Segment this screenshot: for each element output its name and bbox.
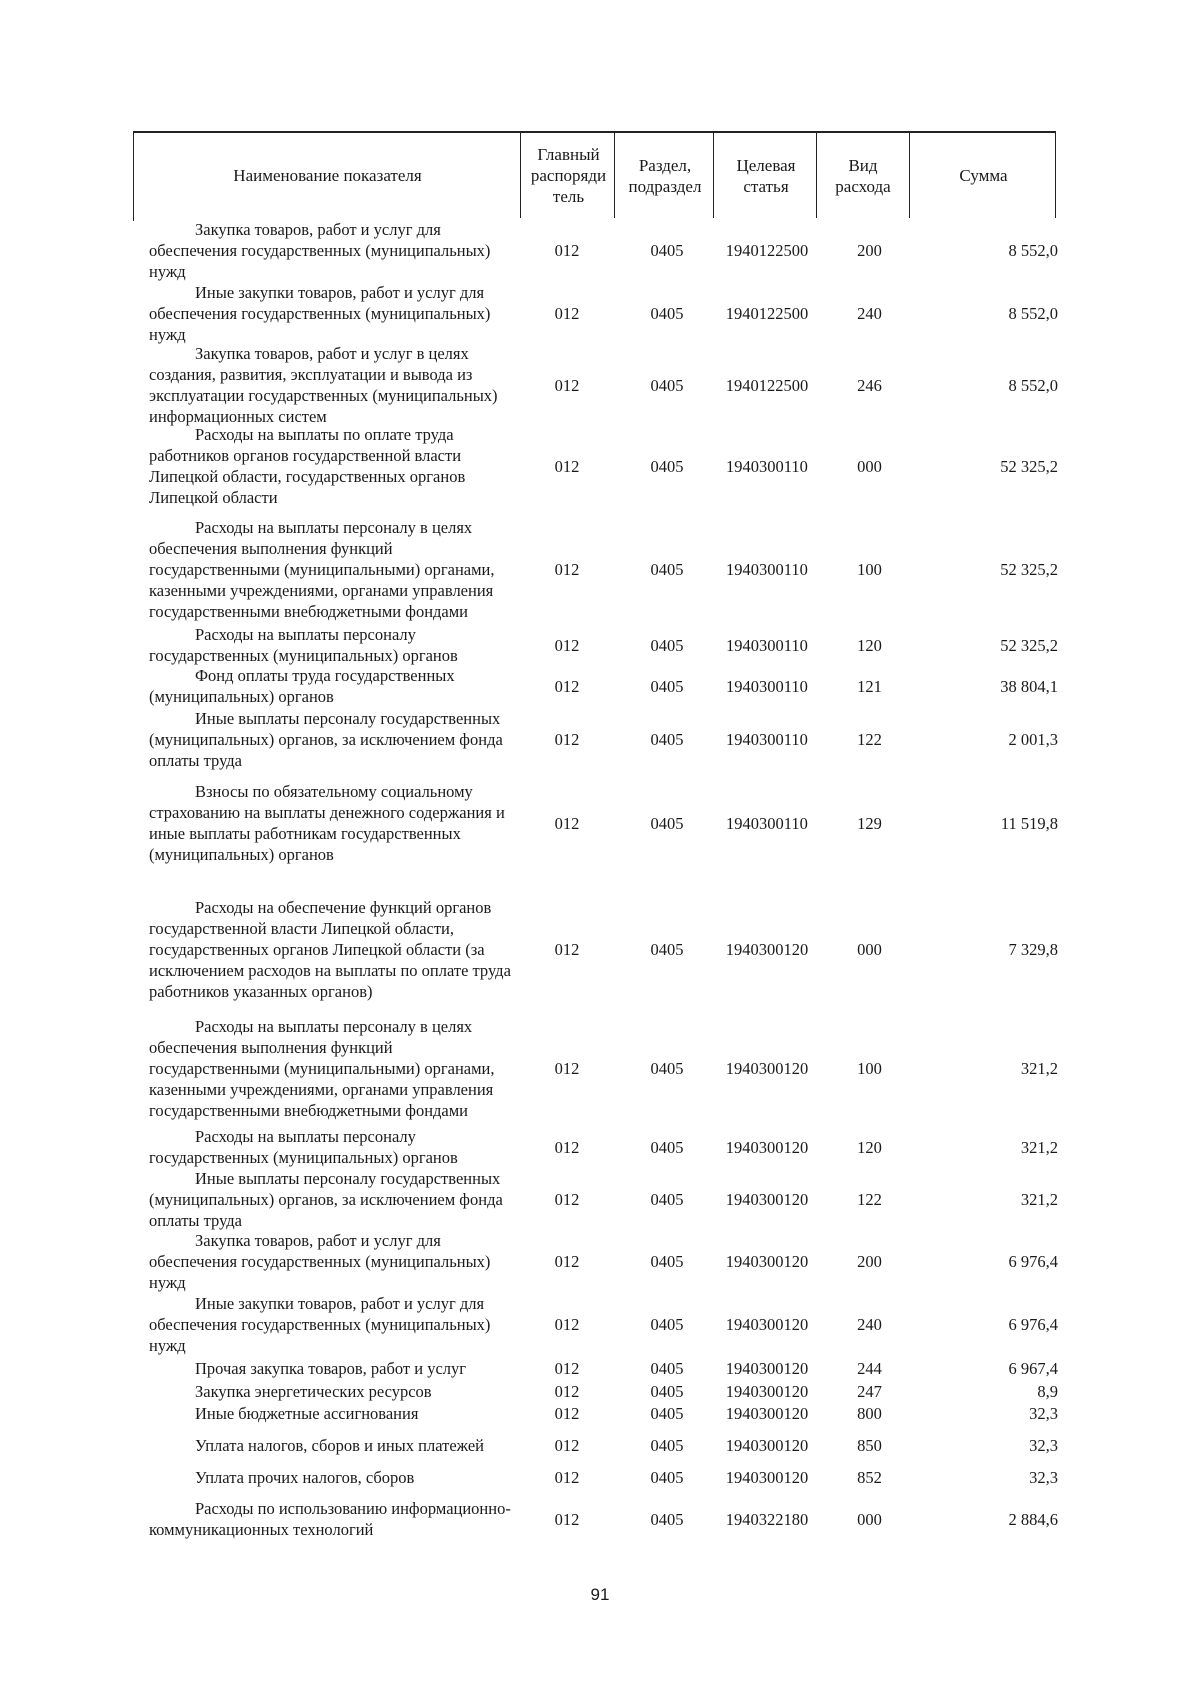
row-vid: 122 <box>857 1189 882 1209</box>
row-razdel: 0405 <box>650 1137 684 1157</box>
header-name: Наименование показателя <box>233 166 422 185</box>
row-name <box>149 426 521 506</box>
row-vid: 246 <box>857 375 882 395</box>
header-vid: Вид расхода <box>835 155 891 196</box>
row-celevaya: 1940122500 <box>725 240 809 260</box>
row-celevaya: 1940122500 <box>725 375 809 395</box>
row-name-text: Расходы на обеспечение функций органов государственной власти Липецкой области, государственных органов Липецкой области (за исключением расходов на выплаты по оплате труда работников указанных органов) <box>149 897 511 1001</box>
row-glavny: 012 <box>554 1509 580 1529</box>
row-summa: 11 519,8 <box>1000 813 1058 833</box>
row-summa: 38 804,1 <box>1000 676 1058 696</box>
row-summa: 8 552,0 <box>1008 303 1058 323</box>
row-celevaya: 1940300110 <box>726 559 808 579</box>
row-name <box>149 890 521 1008</box>
row-vid: 850 <box>857 1435 882 1455</box>
row-celevaya: 1940300120 <box>725 1189 809 1209</box>
row-razdel: 0405 <box>650 1467 684 1487</box>
row-name-text: Иные закупки товаров, работ и услуг для обеспечения государственных (муниципальных) нужд <box>149 1293 491 1355</box>
row-glavny: 012 <box>554 1314 580 1334</box>
table-row <box>0 518 1200 620</box>
table-row <box>0 1430 1200 1460</box>
row-name-text: Взносы по обязательному социальному страхованию на выплаты денежного содержания и иные выплаты работникам государственных (муниципальных) органов <box>149 782 505 864</box>
row-summa: 8 552,0 <box>1008 375 1058 395</box>
row-celevaya: 1940300120 <box>725 1137 809 1157</box>
row-name <box>149 1497 521 1541</box>
row-glavny: 012 <box>554 1381 580 1401</box>
row-summa: 8 552,0 <box>1008 240 1058 260</box>
row-celevaya: 1940300120 <box>725 1358 809 1378</box>
row-razdel: 0405 <box>650 375 684 395</box>
row-razdel: 0405 <box>650 1252 684 1271</box>
header-divider <box>909 131 910 218</box>
header-divider <box>614 131 615 218</box>
row-vid: 129 <box>857 813 882 833</box>
table-row <box>0 1380 1200 1402</box>
row-vid: 200 <box>857 1252 882 1271</box>
row-name-text: Уплата прочих налогов, сборов <box>195 1467 415 1487</box>
row-glavny: 012 <box>554 456 580 476</box>
table-row <box>0 282 1200 344</box>
row-razdel: 0405 <box>650 1509 684 1529</box>
row-razdel: 0405 <box>650 676 684 696</box>
row-summa: 6 967,4 <box>1008 1358 1058 1378</box>
row-name <box>149 282 521 344</box>
row-celevaya: 1940300120 <box>725 1467 809 1487</box>
table-row <box>0 778 1200 868</box>
row-vid: 100 <box>857 559 882 579</box>
row-glavny: 012 <box>554 813 580 833</box>
row-name-text: Закупка товаров, работ и услуг для обеспечения государственных (муниципальных) нужд <box>149 219 491 281</box>
row-summa: 7 329,8 <box>1008 939 1058 959</box>
table-row <box>0 1357 1200 1379</box>
row-summa: 321,2 <box>1020 1137 1058 1157</box>
row-glavny: 012 <box>554 1252 580 1271</box>
row-summa: 52 325,2 <box>1000 456 1058 476</box>
row-razdel: 0405 <box>650 1314 684 1334</box>
row-glavny: 012 <box>554 1137 580 1157</box>
row-glavny: 012 <box>554 1435 580 1455</box>
row-name-text: Прочая закупка товаров, работ и услуг <box>195 1358 467 1378</box>
row-name <box>149 1402 521 1424</box>
row-vid: 000 <box>857 456 882 476</box>
row-glavny: 012 <box>554 939 580 959</box>
row-razdel: 0405 <box>650 813 684 833</box>
table-row <box>0 625 1200 665</box>
row-glavny: 012 <box>554 303 580 323</box>
row-vid: 100 <box>857 1058 882 1078</box>
row-summa: 52 325,2 <box>1000 559 1058 579</box>
row-summa: 2 884,6 <box>1008 1509 1058 1529</box>
row-razdel: 0405 <box>650 729 684 749</box>
row-celevaya: 1940300120 <box>725 1403 809 1423</box>
row-name-text: Расходы на выплаты персоналу в целях обеспечения выполнения функций государственными (муниципальными) органами, казенными учреждениями, органами управления государственными внебюджетными фондами <box>149 1016 495 1120</box>
table-row <box>0 708 1200 770</box>
row-vid: 852 <box>857 1467 882 1487</box>
row-celevaya: 1940300120 <box>725 1381 809 1401</box>
row-vid: 120 <box>857 635 882 655</box>
table-header <box>133 131 1056 218</box>
row-name <box>149 1127 521 1167</box>
row-celevaya: 1940322180 <box>725 1509 809 1529</box>
row-celevaya: 1940300110 <box>726 729 808 749</box>
row-name-text: Уплата налогов, сборов и иных платежей <box>195 1435 484 1455</box>
row-celevaya: 1940300120 <box>725 1252 809 1271</box>
row-celevaya: 1940300120 <box>725 1058 809 1078</box>
table-row <box>0 890 1200 1008</box>
row-vid: 200 <box>857 240 882 260</box>
row-vid: 800 <box>857 1403 882 1423</box>
header-divider <box>520 131 521 218</box>
row-name-text: Расходы на выплаты по оплате труда работников органов государственной власти Липецкой области, государственных органов Липецкой области <box>149 425 466 507</box>
row-razdel: 0405 <box>650 1381 684 1401</box>
row-summa: 32,3 <box>1029 1403 1058 1423</box>
row-name-text: Иные выплаты персоналу государственных (муниципальных) органов, за исключением фонда оплаты труда <box>149 708 503 770</box>
row-vid: 121 <box>857 676 882 696</box>
header-razdel: Раздел, подраздел <box>628 155 702 196</box>
row-summa: 321,2 <box>1020 1058 1058 1078</box>
row-name-text: Закупка товаров, работ и услуг в целях создания, развития, эксплуатации и вывода из эксплуатации государственных (муниципальных) информационных систем <box>149 344 498 426</box>
row-name-text: Расходы на выплаты персоналу в целях обеспечения выполнения функций государственными (муниципальными) органами, казенными учреждениями, органами управления государственными внебюджетными фондами <box>149 517 495 621</box>
row-name-text: Закупка энергетических ресурсов <box>195 1381 432 1401</box>
row-celevaya: 1940300120 <box>725 939 809 959</box>
row-celevaya: 1940300110 <box>726 676 808 696</box>
row-vid: 000 <box>857 939 882 959</box>
row-celevaya: 1940300120 <box>725 1314 809 1334</box>
row-name <box>149 344 521 426</box>
header-summa: Сумма <box>959 166 1008 185</box>
row-name <box>149 1462 521 1492</box>
row-name <box>149 708 521 770</box>
row-name <box>149 1293 521 1355</box>
row-name <box>149 778 521 868</box>
row-razdel: 0405 <box>650 1058 684 1078</box>
table-row <box>0 1231 1200 1292</box>
row-name <box>149 218 521 282</box>
header-glavny: Главный распоряди тель <box>530 145 607 206</box>
table-row <box>0 1168 1200 1230</box>
row-name <box>149 1016 521 1120</box>
row-celevaya: 1940300110 <box>726 456 808 476</box>
table-row <box>0 1016 1200 1120</box>
row-name <box>149 1430 521 1460</box>
row-vid: 244 <box>857 1358 882 1378</box>
row-celevaya: 1940300110 <box>726 635 808 655</box>
row-glavny: 012 <box>554 559 580 579</box>
row-name-text: Расходы по использованию информационно-коммуникационных технологий <box>149 1499 511 1539</box>
row-summa: 2 001,3 <box>1008 729 1058 749</box>
row-razdel: 0405 <box>650 456 684 476</box>
row-glavny: 012 <box>554 1467 580 1487</box>
table-row <box>0 218 1200 282</box>
row-razdel: 0405 <box>650 1189 684 1209</box>
row-vid: 240 <box>857 1314 882 1334</box>
row-summa: 52 325,2 <box>1000 635 1058 655</box>
row-razdel: 0405 <box>650 1358 684 1378</box>
row-vid: 000 <box>857 1509 882 1529</box>
row-razdel: 0405 <box>650 1403 684 1423</box>
table-row <box>0 1462 1200 1492</box>
row-name-text: Иные закупки товаров, работ и услуг для обеспечения государственных (муниципальных) нужд <box>149 282 491 344</box>
row-name <box>149 1168 521 1230</box>
row-razdel: 0405 <box>650 1435 684 1455</box>
row-glavny: 012 <box>554 1403 580 1423</box>
header-celevaya: Целевая статья <box>736 155 796 196</box>
row-glavny: 012 <box>554 1058 580 1078</box>
row-vid: 120 <box>857 1137 882 1157</box>
table-row <box>0 426 1200 506</box>
header-divider <box>1055 131 1056 218</box>
row-summa: 8,9 <box>1037 1381 1058 1401</box>
row-razdel: 0405 <box>650 635 684 655</box>
row-name <box>149 666 521 706</box>
row-name-text: Иные выплаты персоналу государственных (муниципальных) органов, за исключением фонда оплаты труда <box>149 1168 503 1230</box>
row-celevaya: 1940300110 <box>726 813 808 833</box>
table-row <box>0 1293 1200 1355</box>
row-razdel: 0405 <box>650 303 684 323</box>
table-row <box>0 1402 1200 1424</box>
table-row <box>0 666 1200 706</box>
row-celevaya: 1940122500 <box>725 303 809 323</box>
table-row <box>0 344 1200 426</box>
row-name <box>149 518 521 620</box>
row-name <box>149 1357 521 1379</box>
row-name-text: Иные бюджетные ассигнования <box>195 1403 419 1423</box>
row-razdel: 0405 <box>650 939 684 959</box>
header-divider <box>713 131 714 218</box>
row-summa: 6 976,4 <box>1008 1252 1058 1271</box>
row-summa: 32,3 <box>1029 1435 1058 1455</box>
row-name-text: Фонд оплаты труда государственных (муниципальных) органов <box>149 666 455 706</box>
row-glavny: 012 <box>554 1189 580 1209</box>
row-vid: 247 <box>857 1381 882 1401</box>
header-divider <box>816 131 817 218</box>
row-glavny: 012 <box>554 1358 580 1378</box>
row-glavny: 012 <box>554 240 580 260</box>
table-row <box>0 1497 1200 1541</box>
row-name-text: Расходы на выплаты персоналу государственных (муниципальных) органов <box>149 1127 458 1167</box>
row-vid: 122 <box>857 729 882 749</box>
row-name <box>149 1231 521 1292</box>
row-glavny: 012 <box>554 729 580 749</box>
row-summa: 32,3 <box>1029 1467 1058 1487</box>
row-razdel: 0405 <box>650 240 684 260</box>
row-razdel: 0405 <box>650 559 684 579</box>
row-vid: 240 <box>857 303 882 323</box>
row-name-text: Закупка товаров, работ и услуг для обеспечения государственных (муниципальных) нужд <box>149 1231 491 1292</box>
row-glavny: 012 <box>554 676 580 696</box>
table-row <box>0 1127 1200 1167</box>
header-divider <box>133 131 134 221</box>
row-name <box>149 625 521 665</box>
page-number: 91 <box>590 1585 610 1604</box>
row-glavny: 012 <box>554 635 580 655</box>
row-celevaya: 1940300120 <box>725 1435 809 1455</box>
row-name-text: Расходы на выплаты персоналу государственных (муниципальных) органов <box>149 625 458 665</box>
row-glavny: 012 <box>554 375 580 395</box>
row-summa: 321,2 <box>1020 1189 1058 1209</box>
row-summa: 6 976,4 <box>1008 1314 1058 1334</box>
row-name <box>149 1380 521 1402</box>
